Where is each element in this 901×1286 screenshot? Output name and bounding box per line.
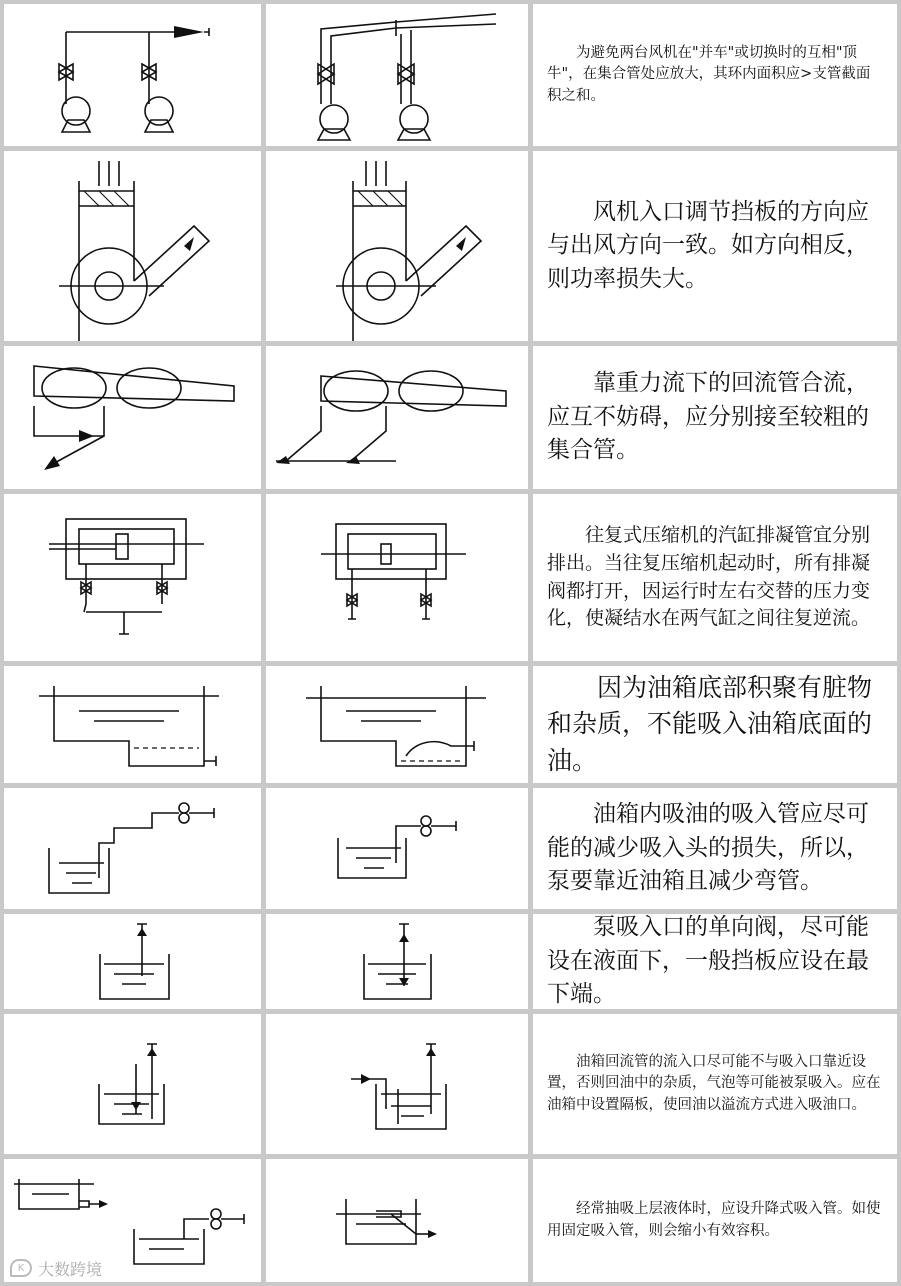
- row9-note: 经常抽吸上层液体时，应设升降式吸入管。如使用固定吸入管，则会缩小有效容积。: [547, 1201, 881, 1239]
- suction-short-pipe-diagram: [266, 788, 528, 909]
- gravity-return-merge-wrong-diagram: [4, 346, 261, 489]
- row7-right-diagram: [266, 914, 528, 1009]
- row3-note-cell: [533, 346, 897, 489]
- fan-inlet-damper-opposite-diagram: [4, 151, 261, 341]
- row3-right-diagram: [266, 346, 528, 489]
- row2-note-cell: [533, 151, 897, 341]
- row1-note-cell: [533, 4, 897, 146]
- row6-wrong-diagram: [4, 788, 261, 909]
- row7-note-cell: [533, 914, 897, 1009]
- row4-note: 往复式压缩机的汽缸排凝管宜分别排出。当往复压缩机起动时，所有排凝阀都打开，因运行时左右交替的压力变化，使凝结水在两气缸之间往复逆流。: [547, 524, 871, 630]
- swing-suction-pipe-diagram: [266, 1159, 528, 1282]
- row2-wrong-diagram: [4, 151, 261, 341]
- oil-tank-raised-suction-diagram: [266, 666, 528, 783]
- row4-wrong-diagram: [4, 494, 261, 661]
- gravity-return-separate-diagram: [266, 346, 528, 489]
- row5-wrong-diagram: [4, 666, 261, 783]
- suction-long-pipe-diagram: [4, 788, 261, 909]
- row2-note: 风机入口调节挡板的方向应与出风方向一致。如方向相反，则功率损失大。: [547, 198, 869, 292]
- row5-right-diagram: [266, 666, 528, 783]
- row9-right-diagram: [266, 1159, 528, 1282]
- oil-tank-bottom-suction-diagram: [4, 666, 261, 783]
- watermark: [10, 1256, 102, 1280]
- fan-parallel-narrow-header-diagram: [4, 4, 261, 146]
- row2-right-diagram: [266, 151, 528, 341]
- row8-right-diagram: [266, 1014, 528, 1154]
- compressor-drain-common-diagram: [4, 494, 261, 661]
- row6-right-diagram: [266, 788, 528, 909]
- row8-wrong-diagram: [4, 1014, 261, 1154]
- row6-note: 油箱内吸油的吸入管应尽可能的减少吸入头的损失，所以，泵要靠近油箱且减少弯管。: [547, 801, 869, 895]
- compressor-drain-separate-diagram: [266, 494, 528, 661]
- watermark-text: 大数跨境: [38, 1259, 103, 1279]
- row3-note: 靠重力流下的回流管合流，应互不妨碍，应分别接至较粗的集合管。: [547, 370, 869, 464]
- watermark-logo-icon: K: [10, 1259, 32, 1277]
- row5-note-cell: [533, 666, 897, 783]
- return-near-suction-diagram: [4, 1014, 261, 1154]
- row9-note-cell: [533, 1159, 897, 1282]
- check-valve-above-level-diagram: [4, 914, 261, 1009]
- row1-note: 为避免两台风机在"并车"或切换时的互相"顶牛"，在集合管处应放大，其环内面积应>支管截面积之和。: [547, 45, 871, 104]
- row4-note-cell: [533, 494, 897, 661]
- row1-wrong-diagram: [4, 4, 261, 146]
- row4-right-diagram: [266, 494, 528, 661]
- fan-parallel-enlarged-header-diagram: [266, 4, 528, 146]
- row1-right-diagram: [266, 4, 528, 146]
- row6-note-cell: [533, 788, 897, 909]
- row8-note-cell: [533, 1014, 897, 1154]
- row5-note: 因为油箱底部积聚有脏物和杂质，不能吸入油箱底面的油。: [547, 673, 873, 775]
- row7-note: 泵吸入口的单向阀，尽可能设在液面下，一般挡板应设在最下端。: [547, 914, 869, 1008]
- fan-inlet-damper-same-diagram: [266, 151, 528, 341]
- check-valve-below-level-diagram: [266, 914, 528, 1009]
- row7-wrong-diagram: [4, 914, 261, 1009]
- row8-note: 油箱回流管的流入口尽可能不与吸入口靠近设置，否则回油中的杂质，气泡等可能被泵吸入。应在油箱中设置隔板，使回油以溢流方式进入吸油口。: [547, 1054, 881, 1113]
- return-with-baffle-diagram: [266, 1014, 528, 1154]
- row3-wrong-diagram: [4, 346, 261, 489]
